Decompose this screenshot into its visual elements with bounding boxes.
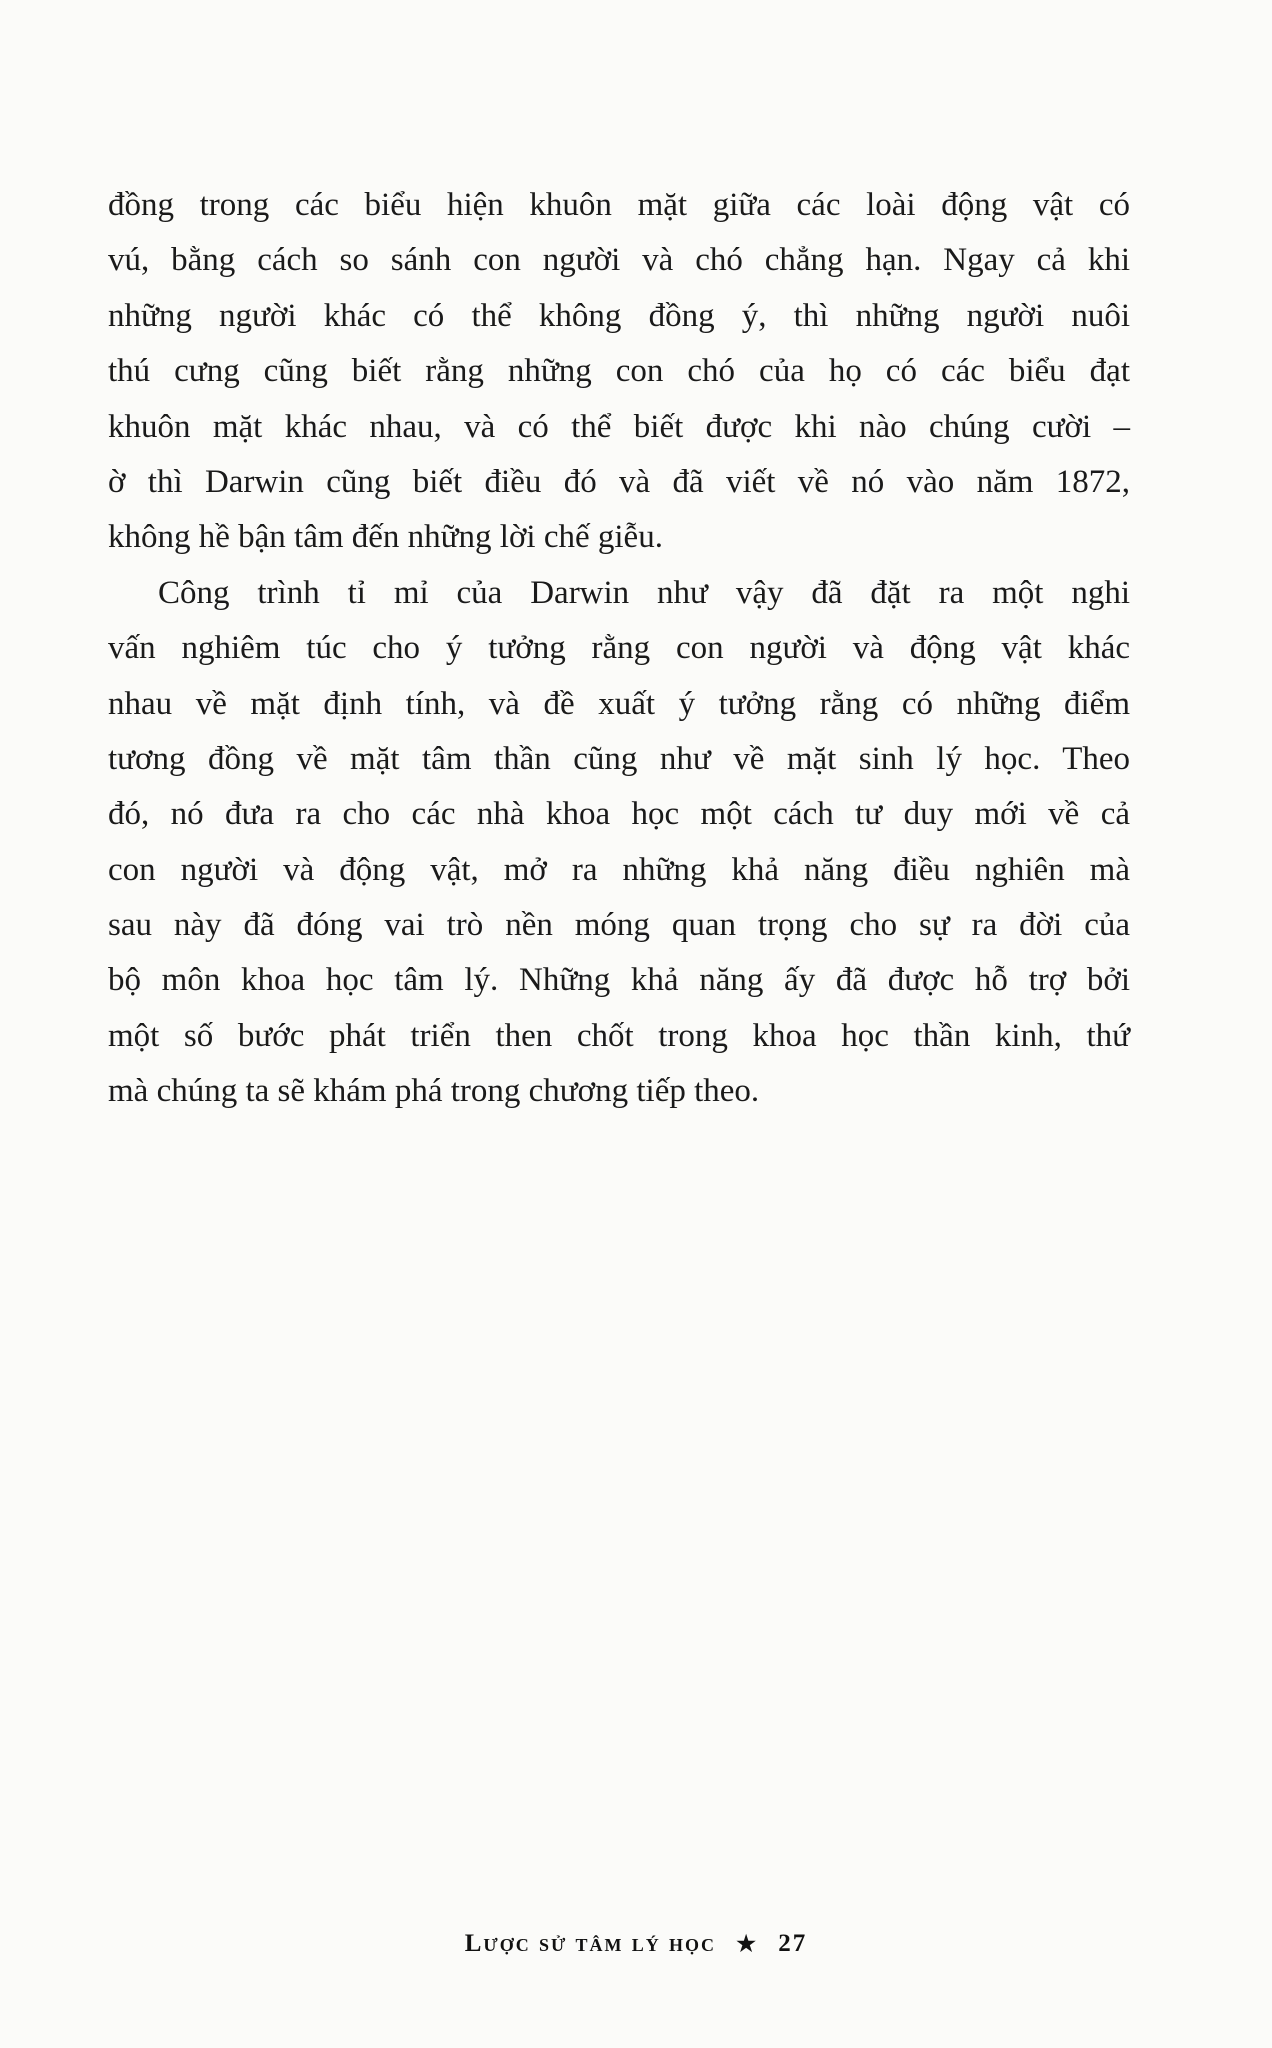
page-number: 27 <box>778 1930 808 1957</box>
running-title: Lược sử tâm lý học <box>464 1930 717 1957</box>
text-line: vấn nghiêm túc cho ý tưởng rằng con người và động vật khác <box>108 630 1130 667</box>
text-line: sau này đã đóng vai trò nền móng quan trọng cho sự ra đời của <box>108 907 1130 944</box>
paragraph-1 <box>108 178 1130 566</box>
text-line: vú, bằng cách so sánh con người và chó chẳng hạn. Ngay cả khi <box>108 242 1130 279</box>
star-icon: ★ <box>736 1931 759 1956</box>
text-line: đó, nó đưa ra cho các nhà khoa học một cách tư duy mới về cả <box>108 796 1130 833</box>
text-line: tương đồng về mặt tâm thần cũng như về mặt sinh lý học. Theo <box>108 740 1130 777</box>
text-line: Công trình tỉ mỉ của Darwin như vậy đã đặt ra một nghi <box>158 574 1130 611</box>
text-line: thú cưng cũng biết rằng những con chó của họ có các biểu đạt <box>108 353 1130 390</box>
text-line: đồng trong các biểu hiện khuôn mặt giữa các loài động vật có <box>108 187 1130 223</box>
text-line: ờ thì Darwin cũng biết điều đó và đã viết về nó vào năm 1872, <box>108 463 1130 500</box>
text-line: nhau về mặt định tính, và đề xuất ý tưởng rằng có những điểm <box>108 685 1130 722</box>
text-line: khuôn mặt khác nhau, và có thể biết được khi nào chúng cười – <box>108 408 1130 445</box>
text-line: một số bước phát triển then chốt trong khoa học thần kinh, thứ <box>108 1017 1130 1054</box>
paragraph-2 <box>108 566 1130 1120</box>
text-line: con người và động vật, mở ra những khả năng điều nghiên mà <box>108 851 1130 888</box>
text-line: bộ môn khoa học tâm lý. Những khả năng ấy đã được hỗ trợ bởi <box>108 962 1130 999</box>
text-line: mà chúng ta sẽ khám phá trong chương tiếp theo. <box>108 1073 760 1110</box>
text-line: không hề bận tâm đến những lời chế giễu. <box>108 519 663 556</box>
body-text <box>108 178 1130 1120</box>
text-line: những người khác có thể không đồng ý, thì những người nuôi <box>108 297 1130 334</box>
page-footer <box>0 1930 1272 1958</box>
